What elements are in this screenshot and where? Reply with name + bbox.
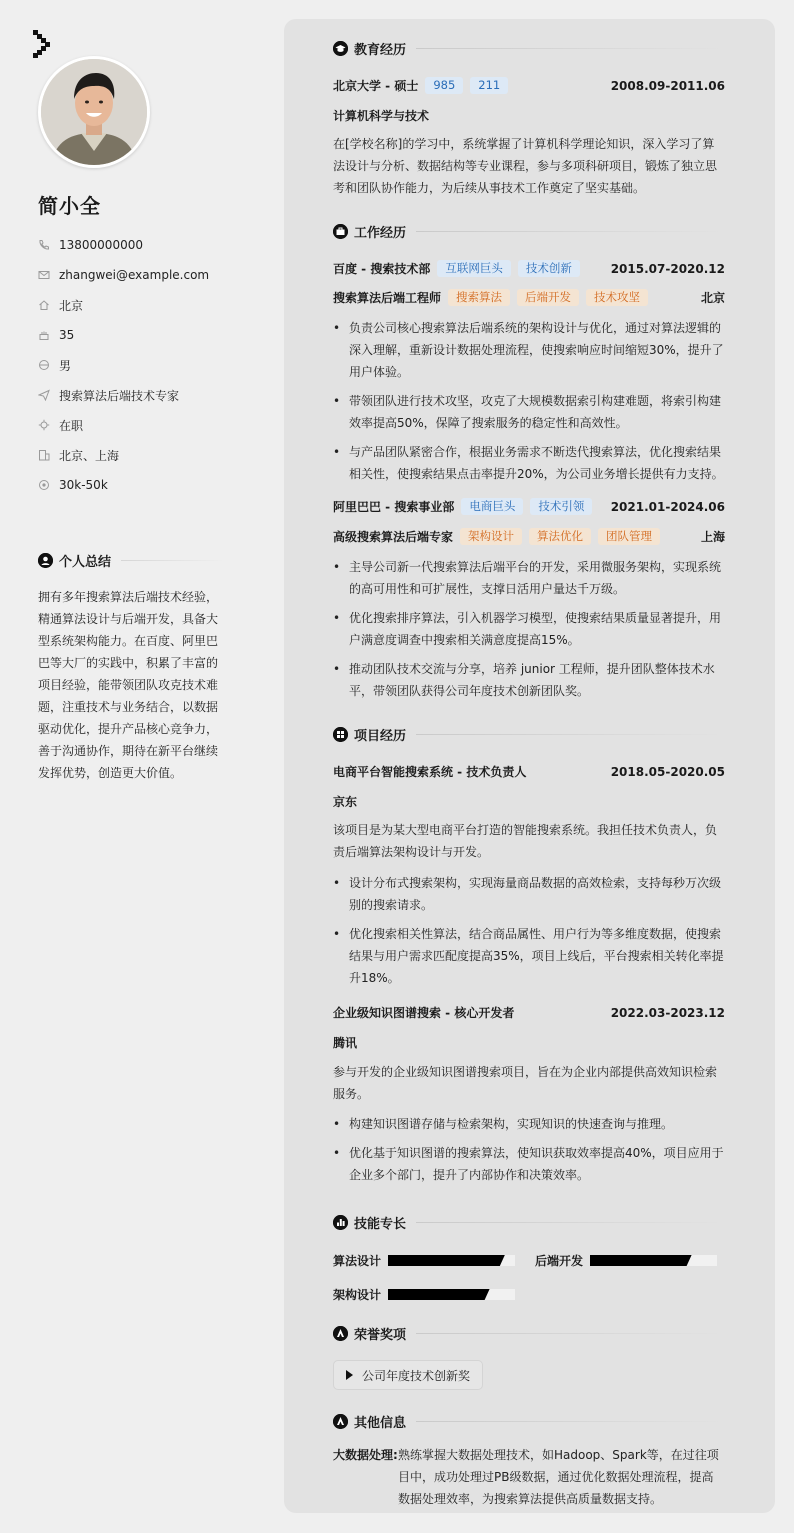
info-gender xyxy=(38,350,248,380)
project-org: 京东 xyxy=(333,795,358,809)
education-desc: 在[学校名称]的学习中，系统掌握了计算机科学理论知识，深入学习了算法设计与分析、数据结构等专业课程，参与多项科研项目，锻炼了独立思考和团队协作能力，为后续从事技术工作奠定了坚实基础。 xyxy=(333,137,718,195)
project-period: 2018.05-2020.05 xyxy=(610,764,725,779)
mail-icon xyxy=(38,269,50,281)
job-bullets xyxy=(333,317,725,492)
info-email xyxy=(38,260,248,290)
list-item: • 与产品团队紧密合作，根据业务需求不断迭代搜索算法，优化搜索结果相关性，使搜索结果点击率提升20%，为公司业务增长提供有力支持。 xyxy=(333,441,725,485)
role-tag: 算法优化 xyxy=(529,528,591,545)
info-cities xyxy=(38,440,248,470)
company-tag: 技术创新 xyxy=(518,260,580,277)
role-tag: 后端开发 xyxy=(517,289,579,306)
edu-period: 2008.09-2011.06 xyxy=(610,78,725,93)
info-icon xyxy=(333,1414,348,1429)
gender-icon xyxy=(38,359,50,371)
award-label: 公司年度技术创新奖 xyxy=(362,1368,471,1383)
company-tag: 互联网巨头 xyxy=(437,260,511,277)
project-org: 腾讯 xyxy=(333,1036,358,1050)
divider xyxy=(416,48,725,49)
skill-bar xyxy=(590,1255,717,1266)
skills-title: 技能专长 xyxy=(354,1217,407,1232)
project-org-row xyxy=(333,1034,725,1051)
salary-icon xyxy=(38,479,50,491)
job-period: 2021.01-2024.06 xyxy=(610,499,725,514)
user-icon xyxy=(38,553,53,568)
job-city: 上海 xyxy=(700,530,725,544)
graduation-cap-icon xyxy=(333,41,348,56)
skill-name: 后端开发 xyxy=(535,1254,584,1268)
company-name: 阿里巴巴 - 搜索事业部 xyxy=(333,500,455,514)
project-row xyxy=(333,763,725,780)
work-header xyxy=(333,222,725,241)
skill-name: 算法设计 xyxy=(333,1254,382,1268)
divider xyxy=(121,560,224,561)
skill-bar xyxy=(388,1255,515,1266)
awards-header xyxy=(333,1324,725,1343)
divider xyxy=(416,1222,725,1223)
gender-text: 男 xyxy=(59,358,72,373)
age-text: 35 xyxy=(59,328,75,342)
sidebar xyxy=(0,0,260,1533)
project-name: 企业级知识图谱搜索 - 核心开发者 xyxy=(333,1006,515,1020)
briefcase-icon xyxy=(333,224,348,239)
status-text: 在职 xyxy=(59,418,84,433)
other-header xyxy=(333,1412,725,1431)
home-icon xyxy=(38,299,50,311)
edu-tag: 211 xyxy=(470,77,508,94)
education-row xyxy=(333,77,725,94)
email-text: zhangwei@example.com xyxy=(59,268,210,282)
edu-tag: 985 xyxy=(425,77,463,94)
candidate-name: 简小全 xyxy=(38,194,101,218)
phone-icon xyxy=(38,239,50,251)
list-item: • 推动团队技术交流与分享，培养 junior 工程师，提升团队整体技术水平，带领团队获得公司年度技术创新团队奖。 xyxy=(333,658,725,702)
divider xyxy=(416,231,725,232)
skills-header xyxy=(333,1213,725,1232)
skill-row xyxy=(333,1252,515,1269)
info-age xyxy=(38,320,248,350)
divider xyxy=(416,1333,725,1334)
play-icon xyxy=(346,1370,353,1380)
project-desc: 参与开发的企业级知识图谱搜索项目，旨在为企业内部提供高效知识检索服务。 xyxy=(333,1065,718,1101)
job-company-row xyxy=(333,260,725,277)
role-tag: 搜索算法 xyxy=(448,289,510,306)
project-row xyxy=(333,1004,725,1021)
divider xyxy=(416,734,725,735)
summary-text: 拥有多年搜索算法后端技术经验，精通算法设计与后端开发，具备大型系统架构能力。在百度、阿里巴巴等大厂的实践中，积累了丰富的项目经验，能带领团队攻克技术难题，注重技术与业务结合，以数据驱动优化，提升产品核心竞争力，善于沟通协作，期待在新平台继续发挥优势，创造更大价值。 xyxy=(38,590,219,780)
project-bullets xyxy=(333,1113,725,1193)
job-period: 2015.07-2020.12 xyxy=(610,261,725,276)
award-icon xyxy=(333,1326,348,1341)
job-role: 高级搜索算法后端专家 xyxy=(333,530,454,544)
company-name: 百度 - 搜索技术部 xyxy=(333,262,431,276)
skill-bar-fill xyxy=(590,1255,692,1266)
education-header xyxy=(333,39,725,58)
salary-text: 30k-50k xyxy=(59,478,108,492)
info-position xyxy=(38,380,248,410)
project-org-row xyxy=(333,793,725,810)
list-item: • 设计分布式搜索架构，实现海量商品数据的高效检索，支持每秒万次级别的搜索请求。 xyxy=(333,872,725,916)
info-phone xyxy=(38,230,248,260)
skill-name: 架构设计 xyxy=(333,1288,382,1302)
role-tag: 架构设计 xyxy=(460,528,522,545)
avatar xyxy=(38,56,150,168)
project-period: 2022.03-2023.12 xyxy=(610,1005,725,1020)
info-salary xyxy=(38,470,248,500)
major-row xyxy=(333,107,725,124)
project-name: 电商平台智能搜索系统 - 技术负责人 xyxy=(333,765,527,779)
education-title: 教育经历 xyxy=(354,43,407,58)
skill-bar-fill xyxy=(388,1289,490,1300)
job-company-row xyxy=(333,498,725,515)
list-item: • 优化搜索排序算法，引入机器学习模型，使搜索结果质量显著提升，用户满意度调查中搜索相关满意度提高15%。 xyxy=(333,607,725,651)
status-icon xyxy=(38,419,50,431)
project-bullets xyxy=(333,872,725,996)
job-role-row xyxy=(333,528,725,545)
list-item: • 带领团队进行技术攻坚，攻克了大规模数据索引构建难题，将索引构建效率提高50%，保障了搜索服务的稳定性和高效性。 xyxy=(333,390,725,434)
position-text: 搜索算法后端技术专家 xyxy=(59,388,180,403)
other-title: 其他信息 xyxy=(354,1416,407,1431)
summary-title: 个人总结 xyxy=(59,555,112,570)
info-location xyxy=(38,290,248,320)
awards-title: 荣誉奖项 xyxy=(354,1328,407,1343)
job-role-row xyxy=(333,289,725,306)
logo-icon xyxy=(33,30,53,58)
list-item: • 负责公司核心搜索算法后端系统的架构设计与优化，通过对算法逻辑的深入理解，重新设计数据处理流程，使搜索响应时间缩短30%，提升了用户体验。 xyxy=(333,317,725,383)
skill-bar xyxy=(388,1289,515,1300)
job-bullets xyxy=(333,556,725,709)
school-name: 北京大学 - 硕士 xyxy=(333,79,419,93)
project-desc: 该项目是为某大型电商平台打造的智能搜索系统。我担任技术负责人，负责后端算法架构设计与开发。 xyxy=(333,823,718,859)
summary-header xyxy=(38,551,224,570)
bar-chart-icon xyxy=(333,1215,348,1230)
age-icon xyxy=(38,329,50,341)
send-icon xyxy=(38,389,50,401)
other-key: 大数据处理: xyxy=(333,1448,398,1462)
major: 计算机科学与技术 xyxy=(333,109,430,123)
company-tag: 电商巨头 xyxy=(461,498,523,515)
work-title: 工作经历 xyxy=(354,226,407,241)
list-item: • 主导公司新一代搜索算法后端平台的开发，采用微服务架构，实现系统的高可用性和可扩展性，支撑日活用户量达千万级。 xyxy=(333,556,725,600)
role-tag: 团队管理 xyxy=(598,528,660,545)
award-item[interactable] xyxy=(333,1360,483,1390)
list-item: • 优化基于知识图谱的搜索算法，使知识获取效率提高40%，项目应用于企业多个部门，提升了内部协作和决策效率。 xyxy=(333,1142,725,1186)
resume-main-card xyxy=(284,19,775,1513)
skill-bar-fill xyxy=(388,1255,505,1266)
other-item xyxy=(333,1444,725,1510)
job-city: 北京 xyxy=(700,291,725,305)
projects-header xyxy=(333,725,725,744)
building-icon xyxy=(38,449,50,461)
phone-text: 13800000000 xyxy=(59,238,143,252)
contact-info-list xyxy=(38,230,248,500)
projects-title: 项目经历 xyxy=(354,729,407,744)
list-item: • 优化搜索相关性算法，结合商品属性、用户行为等多维度数据，使搜索结果与用户需求匹配度提高35%，项目上线后，平台搜索相关转化率提升18%。 xyxy=(333,923,725,989)
other-value: 熟练掌握大数据处理技术，如Hadoop、Spark等，在过往项目中，成功处理过PB级数据，通过优化数据处理流程，提高数据处理效率，为搜索算法提供高质量数据支持。 xyxy=(398,1448,719,1506)
skill-row xyxy=(333,1286,515,1303)
divider xyxy=(416,1421,725,1422)
list-item: • 构建知识图谱存储与检索架构，实现知识的快速查询与推理。 xyxy=(333,1113,725,1135)
cities-text: 北京、上海 xyxy=(59,448,120,463)
skill-row xyxy=(535,1252,717,1269)
job-role: 搜索算法后端工程师 xyxy=(333,291,442,305)
info-status xyxy=(38,410,248,440)
grid-icon xyxy=(333,727,348,742)
location-text: 北京 xyxy=(59,298,84,313)
company-tag: 技术引领 xyxy=(530,498,592,515)
role-tag: 技术攻坚 xyxy=(586,289,648,306)
avatar-portrait-icon xyxy=(41,59,147,165)
